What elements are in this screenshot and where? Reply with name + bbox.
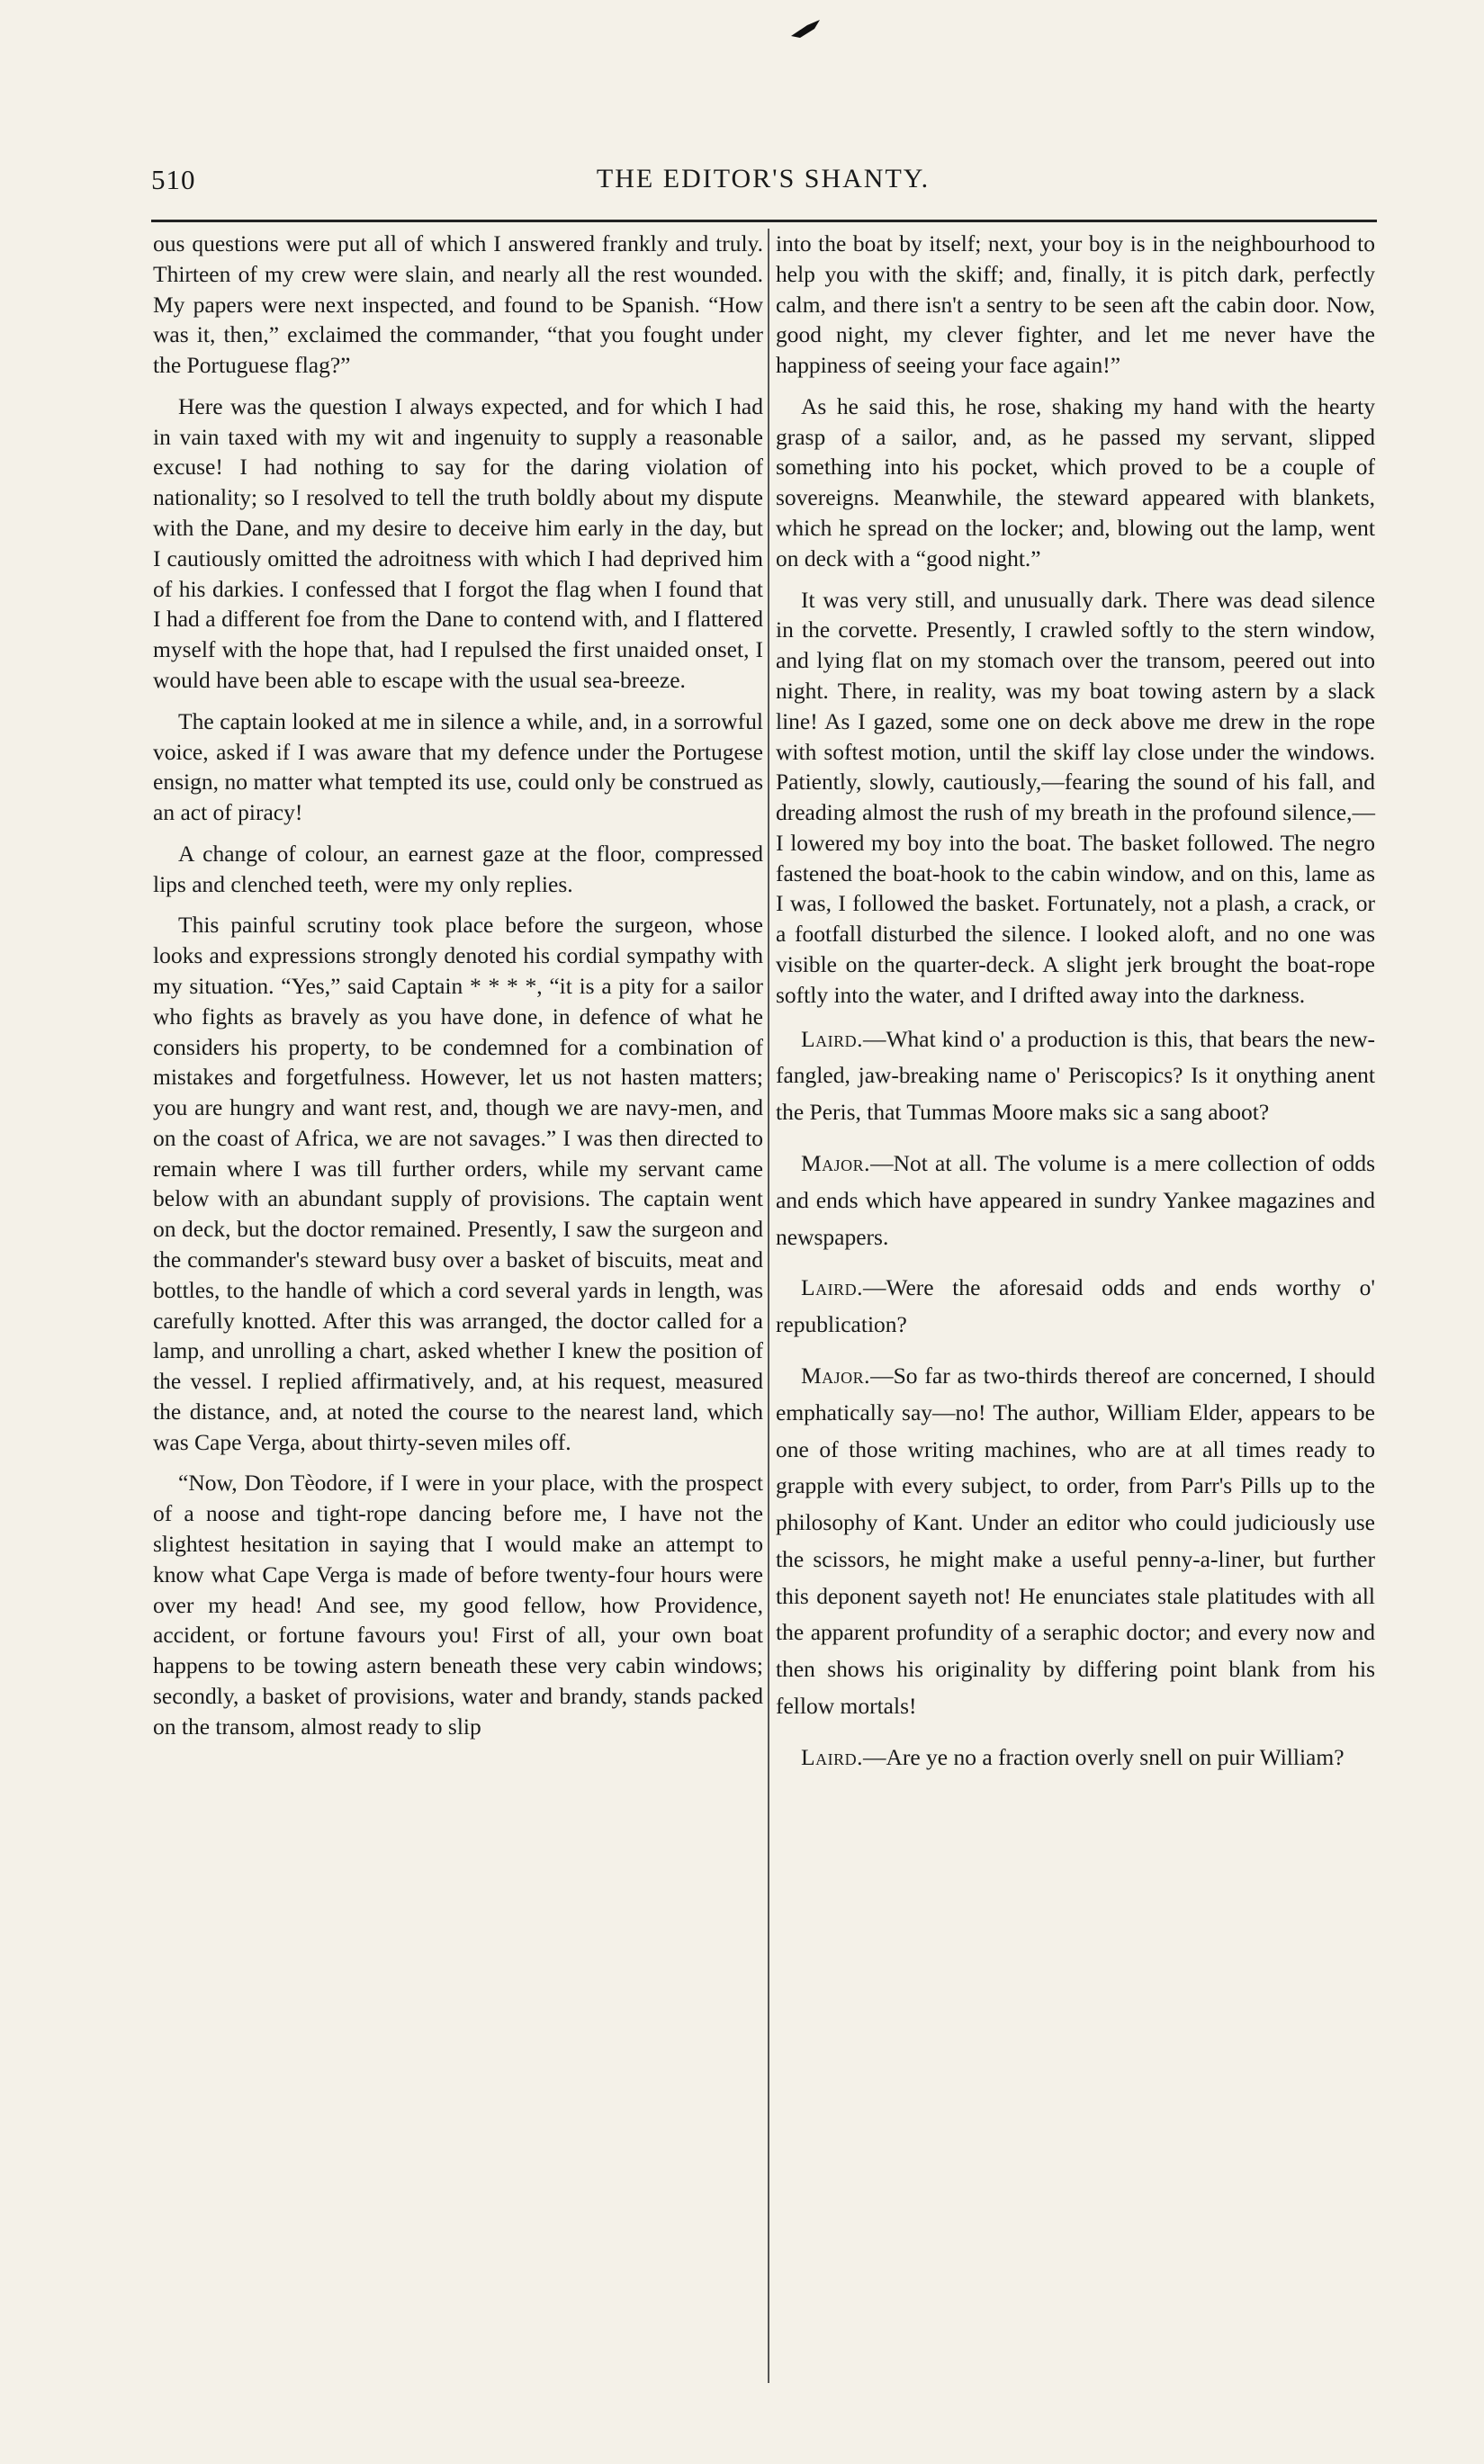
dialogue-line bbox=[776, 1146, 1375, 1255]
header-rule bbox=[151, 220, 1377, 222]
dialogue-line bbox=[776, 1270, 1375, 1344]
right-paragraph-3: It was very still, and unusually dark. There was dead silence in the corvette. Presently, I crawled softly to the stern window, and lying flat on my stomach over the transom, peered out into night. There, in reality, was my boat towing astern by a slack line! As I gazed, some one on deck above me drew in the rope with softest motion, until the skiff lay close under the windows. Patiently, slowly, cautiously,—fearing the sound of his fall, and dreading almost the rush of my breath in the profound silence,—I lowered my boy into the boat. The basket followed. The negro fastened the boat-hook to the cabin window, and on this, lame as I was, I followed the basket. Fortunately, not a plash, a crack, or a footfall disturbed the silence. I looked aloft, and no one was visible on the quarter-deck. A slight jerk brought the boat-rope softly into the water, and I drifted away into the darkness. bbox=[776, 586, 1375, 1008]
speech-text: —Are ye no a fraction overly snell on puir William? bbox=[862, 1743, 1345, 1770]
speech-text: —Were the aforesaid odds and ends worthy o' republication? bbox=[776, 1274, 1375, 1338]
dialogue-line bbox=[776, 1358, 1375, 1725]
right-paragraph-1: into the boat by itself; next, your boy is in the neighbourhood to help you with the skiff; and, finally, it is pitch dark, perfectly calm, and there isn't a sentry to be seen aft the cabin door. Now, good night, my clever fighter, and let me never have the happiness of seeing your face again!” bbox=[776, 230, 1375, 379]
page-header bbox=[151, 164, 1375, 202]
speaker-name: Major. bbox=[801, 1149, 871, 1176]
left-paragraph-2: Here was the question I always expected, and for which I had in vain taxed with my wit and ingenuity to supply a reasonable excuse! I had nothing to say for the daring violation of nationality; so I resolved to tell the truth boldly about my dispute with the Dane, and my desire to deceive him early in the day, but I cautiously omitted the adroitness with which I had deprived him of his darkies. I confessed that I forgot the flag when I found that I had a different foe from the Dane to contend with, and I flattered myself with the hope that, had I repulsed the first unaided onset, I would have been able to escape with the usual sea-breeze. bbox=[153, 392, 763, 693]
left-paragraph-1: ous questions were put all of which I answered frankly and truly. Thirteen of my crew were slain, and nearly all the rest wounded. My papers were next inspected, and found to be Spanish. “How was it, then,” exclaimed the commander, “that you fought under the Portuguese flag?” bbox=[153, 230, 763, 379]
left-paragraph-6: “Now, Don Tèodore, if I were in your place, with the prospect of a noose and tight-rope dancing before me, I have not the slightest hesitation in saying that I would make an attempt to know what Cape Verga is made of before twenty-four hours were over my head! And see, my good fellow, how Providence, accident, or fortune favours you! First of all, your own boat happens to be towing astern beneath these very cabin windows; secondly, a basket of provisions, water and brandy, stands packed on the transom, almost ready to slip bbox=[153, 1470, 763, 1740]
right-paragraph-2: As he said this, he rose, shaking my hand with the hearty grasp of a sailor, and, as he passed my servant, slipped something into his pocket, which proved to be a couple of sovereigns. Meanwhile, the steward appeared with blankets, which he spread on the locker; and, blowing out the lamp, went on deck with a “good night.” bbox=[776, 392, 1375, 571]
speaker-name: Laird. bbox=[801, 1743, 863, 1770]
left-paragraph-3: The captain looked at me in silence a while, and, in a sorrowful voice, asked if I was aware that my defence under the Portugese ensign, no matter what tempted its use, could only be construed as an act of piracy! bbox=[153, 707, 763, 826]
page-number: 510 bbox=[151, 164, 196, 195]
speech-text: —So far as two-thirds thereof are concerned, I should emphatically say—no! The author, William Elder, appears to be one of those writing machines, who are at all times ready to grapple with every subject, to order, from Parr's Pills up to the philosophy of Kant. Under an editor who could judiciously use the scissors, he might make a useful penny-a-liner, but further this deponent sayeth not! He enunciates stale platitudes with all the apparent profundity of a seraphic doctor; and every now and then shows his originality by differing point blank from his fellow mortals! bbox=[776, 1362, 1375, 1720]
dialogue-line bbox=[776, 1021, 1375, 1131]
speech-text: —What kind o' a production is this, that bears the new-fangled, jaw-breaking name o' Periscopics? Is it onything anent the Peris, that Tummas Moore maks sic a sang aboot? bbox=[776, 1025, 1375, 1126]
left-paragraph-4: A change of colour, an earnest gaze at the floor, compressed lips and clenched teeth, were my only replies. bbox=[153, 840, 763, 897]
left-paragraph-5: This painful scrutiny took place before the surgeon, whose looks and expressions strongly denoted his cordial sympathy with my situation. “Yes,” said Captain * * * *, “it is a pity for a sailor who fights as bravely as you have done, in defence of what he considers his property, to be condemned for a combination of mistakes and forgetfulness. However, let us not hasten matters; you are hungry and want rest, and, though we are navy-men, and on the coast of Africa, we are not savages.” I was then directed to remain where I was till further orders, while my servant came below with an abundant supply of provisions. The captain went on deck, but the doctor remained. Presently, I saw the surgeon and the commander's steward busy over a basket of biscuits, meat and bottles, to the handle of which a cord several yards in length, was carefully knotted. After this was arranged, the doctor called for a lamp, and unrolling a chart, asked whether I knew the position of the vessel. I replied affirmatively, and, at his request, measured the distance, and, at noted the course to the nearest land, which was Cape Verga, about thirty-seven miles off. bbox=[153, 912, 763, 1455]
speaker-name: Laird. bbox=[801, 1274, 863, 1301]
running-title: THE EDITOR'S SHANTY. bbox=[596, 164, 931, 193]
right-column bbox=[776, 229, 1375, 1776]
speech-text: —Not at all. The volume is a mere collection of odds and ends which have appeared in sundry Yankee magazines and newspapers. bbox=[776, 1149, 1375, 1250]
column-divider bbox=[768, 229, 769, 2383]
left-column bbox=[153, 229, 763, 1742]
speaker-name: Laird. bbox=[801, 1025, 863, 1052]
dialogue-line bbox=[776, 1740, 1375, 1776]
speaker-name: Major. bbox=[801, 1362, 871, 1389]
printer-mark-icon bbox=[787, 16, 823, 43]
